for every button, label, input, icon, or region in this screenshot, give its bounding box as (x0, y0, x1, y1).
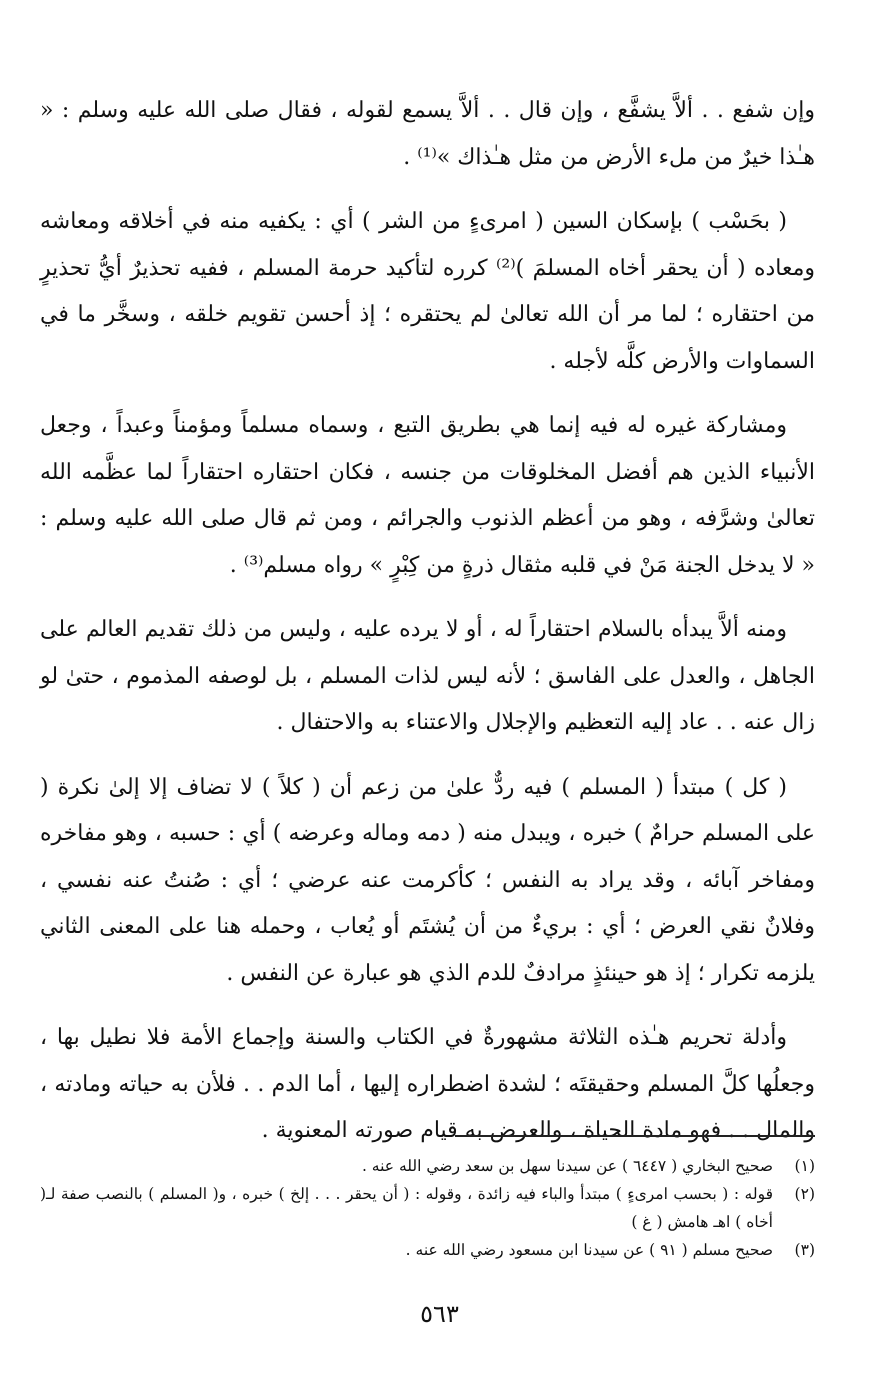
footnote-1 (40, 1152, 815, 1180)
paragraph-text: ( بحَسْب ) بإسكان السين ( امرىءٍ من الشر ) أي : يكفيه منه في أخلاقه ومعاشه ومعاده ( أن يحقر أخاه المسلمَ )⁽²⁾ كرره لتأكيد حرمة المسلم ، ففيه تحذيرٌ أيُّ تحذيرٍ من احتقاره ؛ لما مر أن الله تعالىٰ لم يحتقره ؛ إذ أحسن تقويم خلقه ، وسخَّر ما في السماوات والأرض كلَّه لأجله . (40, 209, 815, 374)
footnote-3 (40, 1236, 815, 1264)
paragraph-5 (40, 765, 815, 998)
footnote-number: (٢) (794, 1185, 815, 1203)
footnote-text: صحيح البخاري ( ٦٤٤٧ ) عن سيدنا سهل بن سعد رضي الله عنه . (361, 1157, 773, 1175)
paragraph-6 (40, 1015, 815, 1155)
paragraph-text: وأدلة تحريم هـٰذه الثلاثة مشهورةٌ في الكتاب والسنة وإجماع الأمة فلا نطيل بها ، وجعلُها كلَّ المسلم وحقيقتَه ؛ لشدة اضطراره إليها ، أما الدم . . فلأن به حياته ومادته ، والمال . . فهو مادة الحياة ، والعرض به قيام صورته المعنوية . (40, 1025, 815, 1143)
paragraph-text: ومنه ألاَّ يبدأه بالسلام احتقاراً له ، أو لا يرده عليه ، وليس من ذلك تقديم العالم على الجاهل ، والعدل على الفاسق ؛ لأنه ليس لذات المسلم ، بل لوصفه المذموم ، حتىٰ لو زال عنه . . عاد إليه التعظيم والإجلال والاعتناء به والاحتفال . (40, 617, 815, 735)
footnote-text: صحيح مسلم ( ٩١ ) عن سيدنا ابن مسعود رضي الله عنه . (405, 1241, 773, 1259)
paragraph-1 (40, 88, 815, 181)
main-text (40, 88, 815, 1173)
paragraph-4 (40, 607, 815, 747)
footnotes (40, 1152, 815, 1264)
footnote-2 (40, 1180, 815, 1236)
paragraph-text: وإن شفع . . ألاَّ يشفَّع ، وإن قال . . ألاَّ يسمع لقوله ، فقال صلى الله عليه وسلم : « هـٰذا خيرٌ من ملء الأرض من مثل هـٰذاك »⁽¹⁾ . (40, 98, 815, 170)
footnote-number: (١) (794, 1157, 815, 1175)
paragraph-text: ومشاركة غيره له فيه إنما هي بطريق التبع ، وسماه مسلماً ومؤمناً وعبداً ، وجعل الأنبياء الذين هم أفضل المخلوقات من جنسه ، فكان احتقاره احتقاراً لما عظَّمه الله تعالىٰ وشرَّفه ، وهو من أعظم الذنوب والجرائم ، ومن ثم قال صلى الله عليه وسلم : « لا يدخل الجنة مَنْ في قلبه مثقال ذرةٍ من كِبْرٍ » رواه مسلم⁽³⁾ . (40, 413, 815, 578)
page-number: ٥٦٣ (420, 1300, 459, 1328)
footnote-text: قوله : ( بحسب امرىءٍ ) مبتدأ والباء فيه زائدة ، وقوله : ( أن يحقر . . . إلخ ) خبره ، و( المسلم ) بالنصب صفة لـ( أخاه ) اهـ هامش ( غ ) (40, 1185, 773, 1231)
paragraph-2 (40, 199, 815, 385)
paragraph-text: ( كل ) مبتدأ ( المسلم ) فيه ردٌّ علىٰ من زعم أن ( كلاً ) لا تضاف إلا إلىٰ نكرة ( على المسلم حرامٌ ) خبره ، ويبدل منه ( دمه وماله وعرضه ) أي : حسبه ، وهو مفاخره ومفاخر آبائه ، وقد يراد به النفس ؛ كأكرمت عنه عرضي ؛ أي : صُنتُ عنه نفسي ، وفلانٌ نقي العرض ؛ أي : بريءٌ من أن يُشتَم أو يُعاب ، وحمله هنا على المعنى الثاني يلزمه تكرار ؛ إذ هو حينئذٍ مرادفٌ للدم الذي هو عبارة عن النفس . (40, 774, 815, 986)
footnote-number: (٣) (794, 1241, 815, 1259)
paragraph-3 (40, 403, 815, 589)
footnote-divider (455, 1135, 815, 1137)
